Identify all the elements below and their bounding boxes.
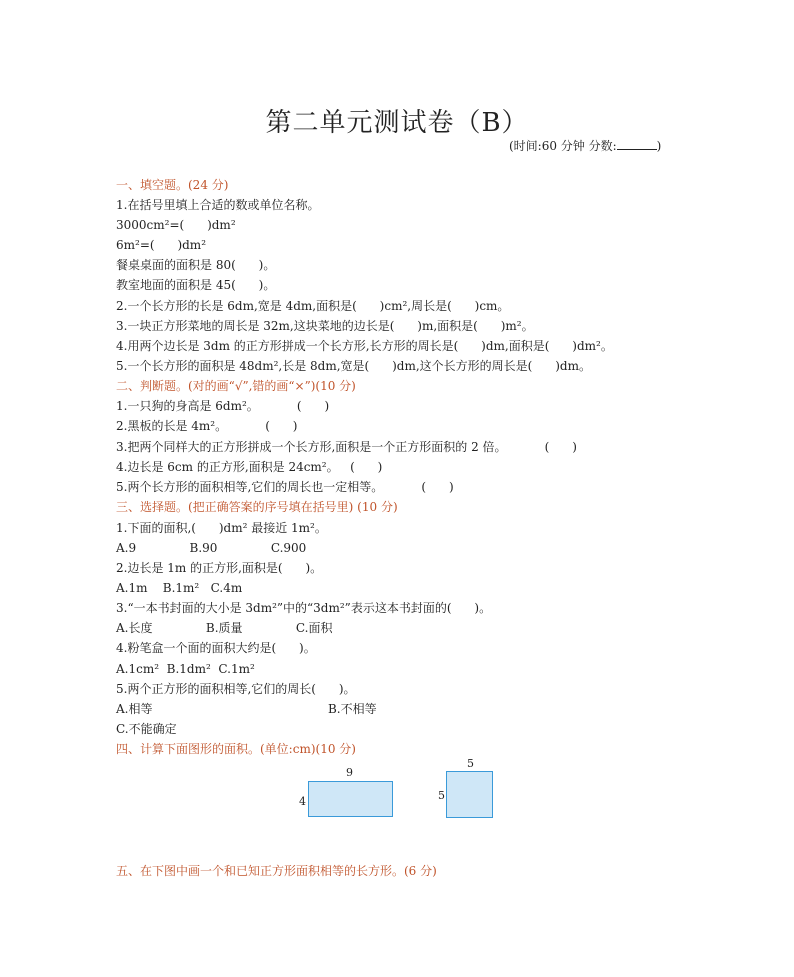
- time-score-text: (时间:60 分钟 分数:: [509, 139, 617, 153]
- s3-line-11: C.不能确定: [116, 722, 177, 736]
- score-blank: [617, 139, 657, 150]
- rect2-side-label: 5: [438, 789, 445, 802]
- s3-line-9: 5.两个正方形的面积相等,它们的周长( )。: [116, 682, 356, 696]
- rect1-side-label: 4: [299, 795, 306, 808]
- s1-line-1: 1.在括号里填上合适的数或单位名称。: [116, 198, 320, 212]
- s3-line-7: 4.粉笔盒一个面的面积大约是( )。: [116, 641, 316, 655]
- s1-line-6: 2.一个长方形的长是 6dm,宽是 4dm,面积是( )cm²,周长是( )cm。: [116, 299, 510, 313]
- s2-line-3: 3.把两个同样大的正方形拼成一个长方形,面积是一个正方形面积的 2 倍。 ( ): [116, 440, 577, 454]
- section-4-heading: 四、计算下面图形的面积。(单位:cm)(10 分): [116, 742, 356, 756]
- s3-line-8: A.1cm² B.1dm² C.1m²: [116, 662, 255, 676]
- s1-line-8: 4.用两个边长是 3dm 的正方形拼成一个长方形,长方形的周长是( )dm,面积是( )dm²。: [116, 339, 613, 353]
- s3-line-6: A.长度 B.质量 C.面积: [116, 621, 333, 635]
- time-score-line: [509, 137, 661, 154]
- s2-line-4: 4.边长是 6cm 的正方形,面积是 24cm²。 ( ): [116, 460, 383, 474]
- s3-line-2: A.9 B.90 C.900: [116, 541, 307, 555]
- section-5-heading: 五、在下图中画一个和已知正方形面积相等的长方形。(6 分): [116, 864, 437, 878]
- s3-line-4: A.1m B.1m² C.4m: [116, 581, 243, 595]
- s1-line-3: 6m²=( )dm²: [116, 238, 206, 252]
- section-1-heading: 一、填空题。(24 分): [116, 178, 229, 192]
- rectangle-figure: [308, 781, 393, 817]
- s3-line-1: 1.下面的面积,( )dm² 最接近 1m²。: [116, 521, 327, 535]
- s1-line-2: 3000cm²=( )dm²: [116, 218, 236, 232]
- s3-line-10: A.相等 B.不相等: [116, 702, 377, 716]
- s2-line-1: 1.一只狗的身高是 6dm²。 ( ): [116, 399, 330, 413]
- section-2-heading: 二、判断题。(对的画“√”,错的画“×”)(10 分): [116, 379, 356, 393]
- rect1-top-label: 9: [346, 766, 353, 779]
- page-title: 第二单元测试卷（B）: [265, 108, 529, 138]
- s3-line-3: 2.边长是 1m 的正方形,面积是( )。: [116, 561, 323, 575]
- s2-line-2: 2.黑板的长是 4m²。 ( ): [116, 419, 298, 433]
- s1-line-5: 教室地面的面积是 45( )。: [116, 278, 276, 292]
- time-score-end: ): [656, 139, 662, 153]
- s2-line-5: 5.两个长方形的面积相等,它们的周长也一定相等。 ( ): [116, 480, 454, 494]
- s1-line-7: 3.一块正方形菜地的周长是 32m,这块菜地的边长是( )m,面积是( )m²。: [116, 319, 534, 333]
- s3-line-5: 3.“一本书封面的大小是 3dm²”中的“3dm²”表示这本书封面的( )。: [116, 601, 492, 615]
- s1-line-9: 5.一个长方形的面积是 48dm²,长是 8dm,宽是( )dm,这个长方形的周长是( )dm。: [116, 359, 591, 373]
- s1-line-4: 餐桌桌面的面积是 80( )。: [116, 258, 276, 272]
- rect2-top-label: 5: [467, 757, 474, 770]
- section-3-heading: 三、选择题。(把正确答案的序号填在括号里) (10 分): [116, 500, 398, 514]
- square-figure: [446, 771, 493, 818]
